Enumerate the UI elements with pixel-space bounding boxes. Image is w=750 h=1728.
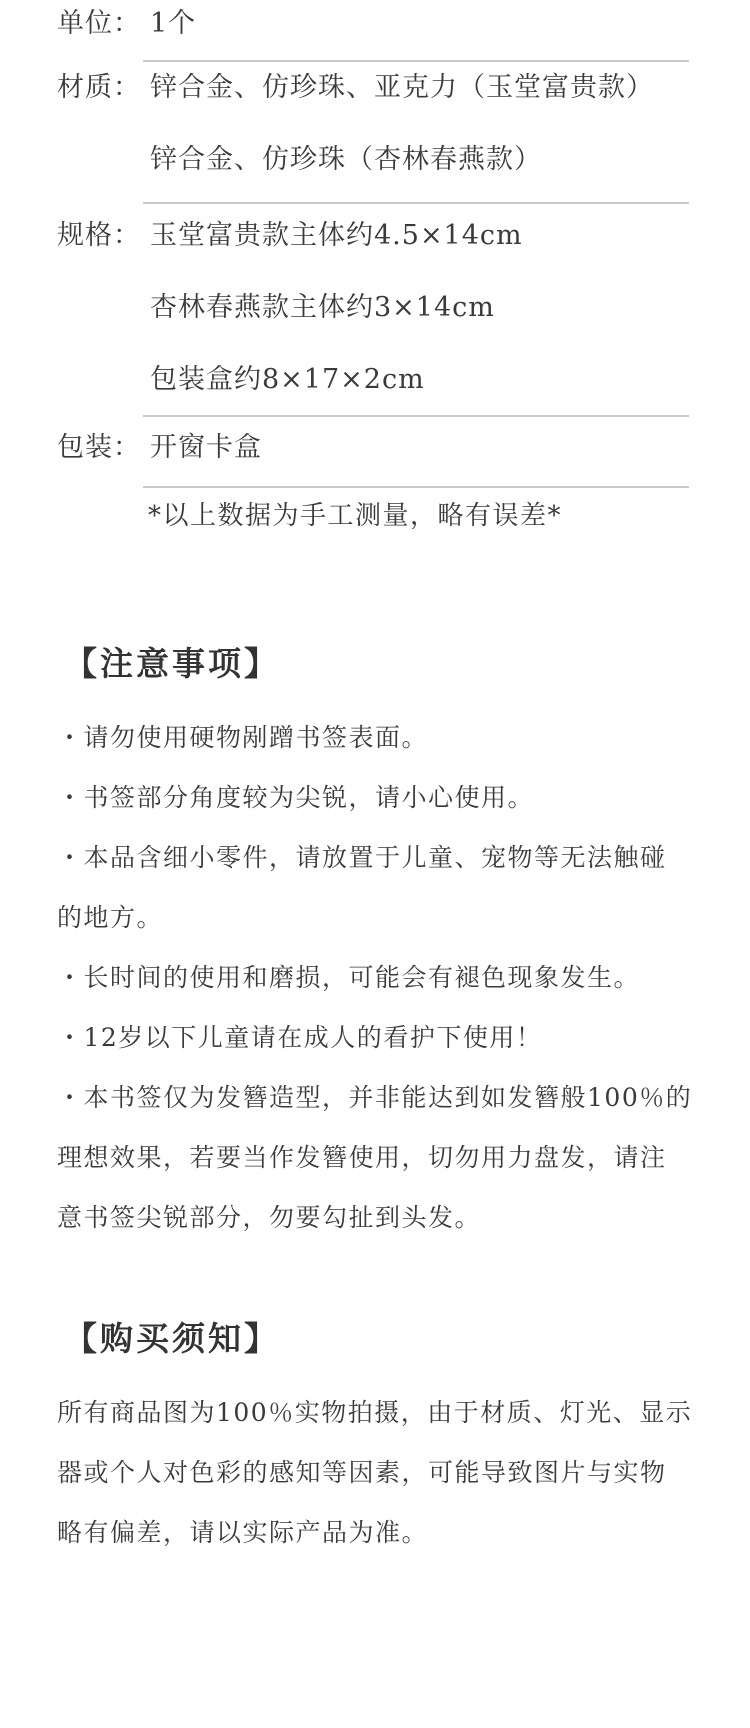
spec-label-package: 包装： [57, 432, 141, 463]
spec-row-size [57, 218, 523, 398]
purchase-line: 器或个人对色彩的感知等因素，可能导致图片与实物 [57, 1458, 667, 1487]
spec-value-size-1: 玉堂富贵款主体约4.5×14cm [150, 220, 523, 251]
divider [143, 60, 689, 62]
spec-row-unit [57, 6, 196, 42]
purchase-title: 【购买须知】 [64, 1319, 280, 1358]
spec-row-material [57, 70, 654, 178]
spec-value-unit: 1个 [150, 8, 197, 39]
divider [143, 202, 689, 204]
notice-line: ・书签部分角度较为尖锐，请小心使用。 [57, 783, 535, 812]
spec-value-material-2: 锌合金、仿珍珠（杏林春燕款） [150, 144, 542, 175]
notice-line: ・请勿使用硬物剐蹭书签表面。 [57, 723, 429, 752]
spec-label-unit: 单位： [57, 8, 141, 39]
notice-title: 【注意事项】 [64, 644, 280, 683]
notice-line: ・12岁以下儿童请在成人的看护下使用！ [57, 1023, 543, 1052]
spec-value-material-1: 锌合金、仿珍珠、亚克力（玉堂富贵款） [150, 72, 654, 103]
spec-label-size: 规格： [57, 220, 141, 251]
notice-line: ・长时间的使用和磨损，可能会有褪色现象发生。 [57, 963, 641, 992]
purchase-text [57, 1383, 697, 1563]
notice-line: 的地方。 [57, 903, 164, 932]
measurement-footnote: *以上数据为手工测量，略有误差* [148, 501, 563, 531]
notice-line: ・本书签仅为发簪造型，并非能达到如发簪般100％的 [57, 1083, 693, 1112]
spec-value-size-2: 杏林春燕款主体约3×14cm [150, 292, 495, 323]
spec-label-material: 材质： [57, 72, 141, 103]
divider [143, 486, 689, 488]
spec-row-package [57, 430, 262, 466]
purchase-line: 所有商品图为100％实物拍摄，由于材质、灯光、显示 [57, 1398, 693, 1427]
purchase-line: 略有偏差，请以实际产品为准。 [57, 1518, 429, 1547]
spec-value-size-3: 包装盒约8×17×2cm [150, 364, 425, 395]
divider [143, 415, 689, 417]
notice-line: ・本品含细小零件，请放置于儿童、宠物等无法触碰 [57, 843, 667, 872]
notice-text [57, 708, 697, 1248]
notice-line: 意书签尖锐部分，勿要勾扯到头发。 [57, 1203, 482, 1232]
spec-value-package: 开窗卡盒 [150, 432, 262, 463]
notice-line: 理想效果，若要当作发簪使用，切勿用力盘发，请注 [57, 1143, 667, 1172]
